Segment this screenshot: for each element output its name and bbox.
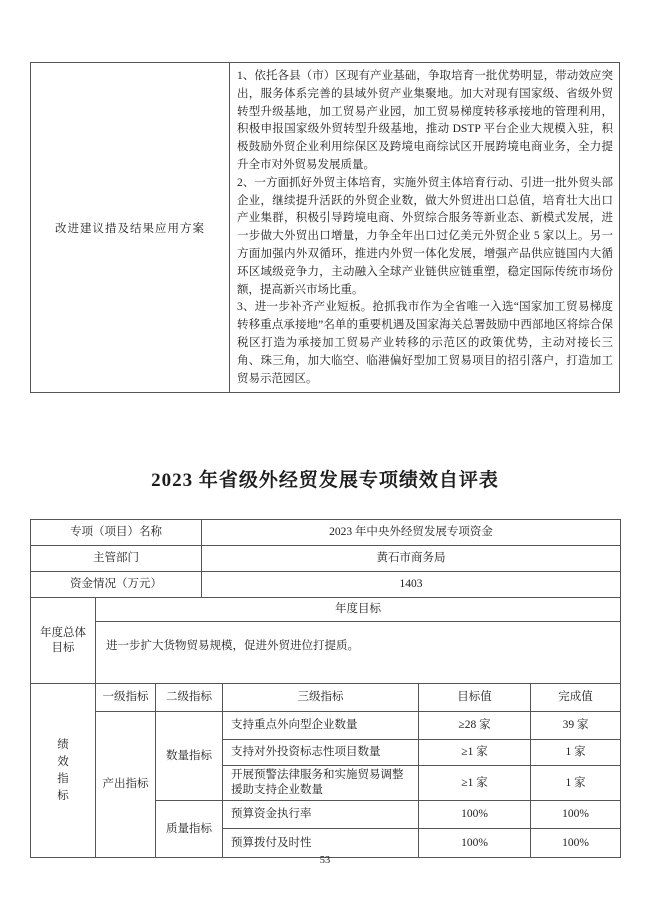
evaluation-table — [30, 519, 621, 858]
indicator-name: 预算拨付及时性 — [223, 829, 419, 858]
improvement-row — [31, 63, 620, 393]
improvement-paragraph-3: 3、进一步补齐产业短板。抢抓我市作为全省唯一入选“国家加工贸易梯度转移重点承接地”名单的重要机遇及国家海关总署鼓励中西部地区将综合保税区打造为承接加工贸易产业转移的示范区的政策优势，主动对接长三角、珠三角，加大临空、临港偏好型加工贸易项目的招引落户，打造加工贸易示范园区。 — [237, 301, 613, 385]
header-done: 完成值 — [531, 684, 621, 712]
improvement-table — [30, 62, 620, 393]
project-name-row — [31, 520, 621, 546]
page-title: 2023 年省级外经贸发展专项绩效自评表 — [151, 470, 499, 491]
improvement-label: 改进建议措及结果应用方案 — [31, 63, 230, 393]
department-value: 黄石市商务局 — [202, 546, 621, 572]
indicator-name: 预算资金执行率 — [223, 801, 419, 829]
annual-goal-text: 进一步扩大货物贸易规模，促进外贸进位打提质。 — [96, 622, 621, 684]
funding-row — [31, 572, 621, 598]
header-level2: 二级指标 — [156, 684, 223, 712]
improvement-paragraph-2: 2、一方面抓好外贸主体培育，实施外贸主体培育行动、引进一批外贸头部企业，继续提升活跃的外贸企业数，做大外贸进出口总值，培育壮大出口产业集群，积极引导跨境电商、外贸综合服务等新业态、新模式发展，进一步做大外贸出口增量，力争全年出口过亿美元外贸企业 5 家以上。另一方面加强内外双循环，推进内外贸一体化发展，增强产品供应链国内大循环区域级竞争力，主动融入全球产业链供应链重塑，稳定国际传统市场份额，提高新兴市场比重。 — [237, 176, 613, 296]
funding-label: 资金情况（万元） — [31, 572, 202, 598]
annual-goal-label: 年度总体目标 — [31, 598, 96, 684]
indicator-target: ≥1 家 — [419, 740, 531, 766]
header-level1: 一级指标 — [96, 684, 156, 712]
improvement-content — [230, 63, 620, 393]
indicator-name: 开展预警法律服务和实施贸易调整援助支持企业数量 — [223, 766, 419, 801]
department-label: 主管部门 — [31, 546, 202, 572]
indicator-done: 1 家 — [531, 766, 621, 801]
annual-goal-text-row — [31, 622, 621, 684]
level2-quality: 质量指标 — [156, 801, 223, 858]
indicator-done: 100% — [531, 829, 621, 858]
page-number: 53 — [319, 855, 331, 866]
department-row — [31, 546, 621, 572]
indicator-row — [31, 712, 621, 740]
indicator-name: 支持重点外向型企业数量 — [223, 712, 419, 740]
performance-label — [31, 684, 96, 858]
indicator-done: 39 家 — [531, 712, 621, 740]
project-name-label: 专项（项目）名称 — [31, 520, 202, 546]
indicator-name: 支持对外投资标志性项目数量 — [223, 740, 419, 766]
annual-goal-header: 年度目标 — [96, 598, 621, 622]
annual-goal-header-row — [31, 598, 621, 622]
improvement-paragraph-1: 1、依托各县（市）区现有产业基础，争取培育一批优势明显，带动效应突出，服务体系完善的县域外贸产业集聚地。加大对现有国家级、省级外贸转型升级基地，加工贸易产业园，加工贸易梯度转移承接地的管理利用，积极申报国家级外贸转型升级基地，推动 DSTP 平台企业大规模入驻，积极鼓励外贸企业利用综保区及跨境电商综试区开展跨境电商业务，全力提升全市对外贸易发展质量。 — [237, 70, 613, 171]
indicator-target: ≥28 家 — [419, 712, 531, 740]
funding-value: 1403 — [202, 572, 621, 598]
level1-output: 产出指标 — [96, 712, 156, 858]
indicator-header-row — [31, 684, 621, 712]
indicator-target: ≥1 家 — [419, 766, 531, 801]
header-target: 目标值 — [419, 684, 531, 712]
header-level3: 三级指标 — [223, 684, 419, 712]
indicator-target: 100% — [419, 801, 531, 829]
indicator-done: 1 家 — [531, 740, 621, 766]
performance-label-text: 绩效指标 — [57, 738, 69, 802]
indicator-target: 100% — [419, 829, 531, 858]
level2-quantity: 数量指标 — [156, 712, 223, 801]
project-name-value: 2023 年中央外经贸发展专项资金 — [202, 520, 621, 546]
indicator-done: 100% — [531, 801, 621, 829]
